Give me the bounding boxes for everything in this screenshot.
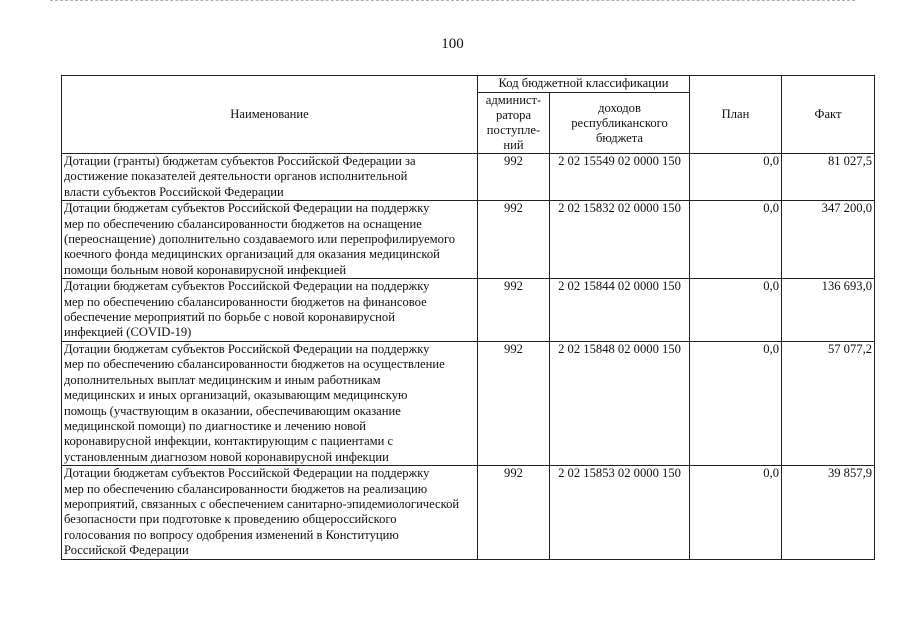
name-line: Дотации (гранты) бюджетам субъектов Российской Федерации за — [64, 154, 416, 168]
row-revenue-code: 2 02 15848 02 0000 150 — [550, 341, 690, 465]
header-budget-classification-code: Код бюджетной классификации — [478, 76, 690, 93]
row-plan: 0,0 — [690, 201, 782, 279]
page-number: 100 — [441, 36, 464, 52]
name-line: коечного фонда медицинских организаций для оказания медицинской — [64, 247, 440, 262]
name-line: коронавирусной инфекции, контактирующим с пациентами с — [64, 434, 394, 449]
name-line: власти субъектов Российской Федерации — [64, 184, 284, 199]
header-revenue-line: республиканского — [571, 115, 668, 130]
row-plan: 0,0 — [690, 279, 782, 342]
table-row — [62, 279, 875, 342]
row-fact: 347 200,0 — [782, 201, 875, 279]
name-line: Дотации бюджетам субъектов Российской Федерации на поддержку — [64, 466, 430, 481]
name-line: голосования по вопросу одобрения изменений в Конституцию — [64, 527, 399, 542]
row-admin-code: 992 — [478, 279, 550, 342]
name-line: медицинской помощи) по диагностике и лечению новой — [64, 418, 367, 433]
table-row — [62, 201, 875, 279]
row-revenue-code: 2 02 15844 02 0000 150 — [550, 279, 690, 342]
header-name: Наименование — [62, 76, 478, 154]
header-revenue-code — [550, 93, 690, 154]
row-name — [62, 154, 478, 201]
name-line: мер по обеспечению сбалансированности бюджетов на осуществление — [64, 357, 445, 372]
header-administrator-line: ратора — [495, 108, 532, 122]
row-fact: 57 077,2 — [782, 341, 875, 465]
header-revenue-line: бюджета — [596, 130, 643, 145]
name-line: медицинских и иных организаций, оказывающим медицинскую — [64, 388, 408, 403]
row-fact: 81 027,5 — [782, 154, 875, 201]
row-revenue-code: 2 02 15832 02 0000 150 — [550, 201, 690, 279]
header-administrator-line: админист- — [485, 93, 542, 107]
name-line: мероприятий, связанных с обеспечением санитарно-эпидемиологической — [64, 496, 460, 511]
name-line: безопасности при подготовке к проведению общероссийского — [64, 512, 397, 527]
name-line: дополнительных выплат медицинским и иным работникам — [64, 372, 381, 387]
row-admin-code: 992 — [478, 341, 550, 465]
header-plan: План — [690, 76, 782, 154]
header-administrator-line: поступле- — [486, 123, 541, 137]
row-admin-code: 992 — [478, 201, 550, 279]
page-top-edge — [50, 0, 855, 2]
name-line: инфекцией (COVID-19) — [64, 325, 192, 340]
row-admin-code: 992 — [478, 466, 550, 559]
row-name — [62, 279, 478, 342]
row-plan: 0,0 — [690, 154, 782, 201]
row-plan: 0,0 — [690, 466, 782, 559]
name-line: Дотации бюджетам субъектов Российской Федерации на поддержку — [64, 341, 430, 356]
row-plan: 0,0 — [690, 341, 782, 465]
row-name — [62, 201, 478, 279]
header-administrator-line: ний — [503, 138, 524, 152]
row-fact: 136 693,0 — [782, 279, 875, 342]
budget-table — [61, 75, 875, 560]
row-admin-code: 992 — [478, 154, 550, 201]
name-line: Дотации бюджетам субъектов Российской Федерации на поддержку — [64, 279, 430, 294]
table-row — [62, 466, 875, 559]
name-line: Российской Федерации — [64, 543, 189, 558]
row-revenue-code: 2 02 15853 02 0000 150 — [550, 466, 690, 559]
name-line: Дотации бюджетам субъектов Российской Федерации на поддержку — [64, 201, 430, 216]
name-line: мер по обеспечению сбалансированности бюджетов на оснащение — [64, 216, 422, 231]
name-line: мер по обеспечению сбалансированности бюджетов на реализацию — [64, 481, 428, 496]
name-line: обеспечение мероприятий по борьбе с новой коронавирусной — [64, 310, 395, 325]
name-line: помощь (участвующим в оказании, обеспечивающим оказание — [64, 403, 401, 418]
table-row — [62, 341, 875, 465]
row-revenue-code: 2 02 15549 02 0000 150 — [550, 154, 690, 201]
name-line: (переоснащение) дополнительно создаваемого или перепрофилируемого — [64, 232, 456, 247]
name-line: мер по обеспечению сбалансированности бюджетов на финансовое — [64, 294, 427, 309]
name-line: достижение показателей деятельности органов исполнительной — [64, 169, 408, 184]
table-row — [62, 154, 875, 201]
row-fact: 39 857,9 — [782, 466, 875, 559]
header-administrator — [478, 93, 550, 154]
header-fact: Факт — [782, 76, 875, 154]
row-name — [62, 341, 478, 465]
row-name — [62, 466, 478, 559]
name-line: установленным диагнозом новой коронавирусной инфекции — [64, 449, 389, 464]
header-revenue-line: доходов — [598, 100, 641, 115]
name-line: помощи больным новой коронавирусной инфекцией — [64, 262, 347, 277]
